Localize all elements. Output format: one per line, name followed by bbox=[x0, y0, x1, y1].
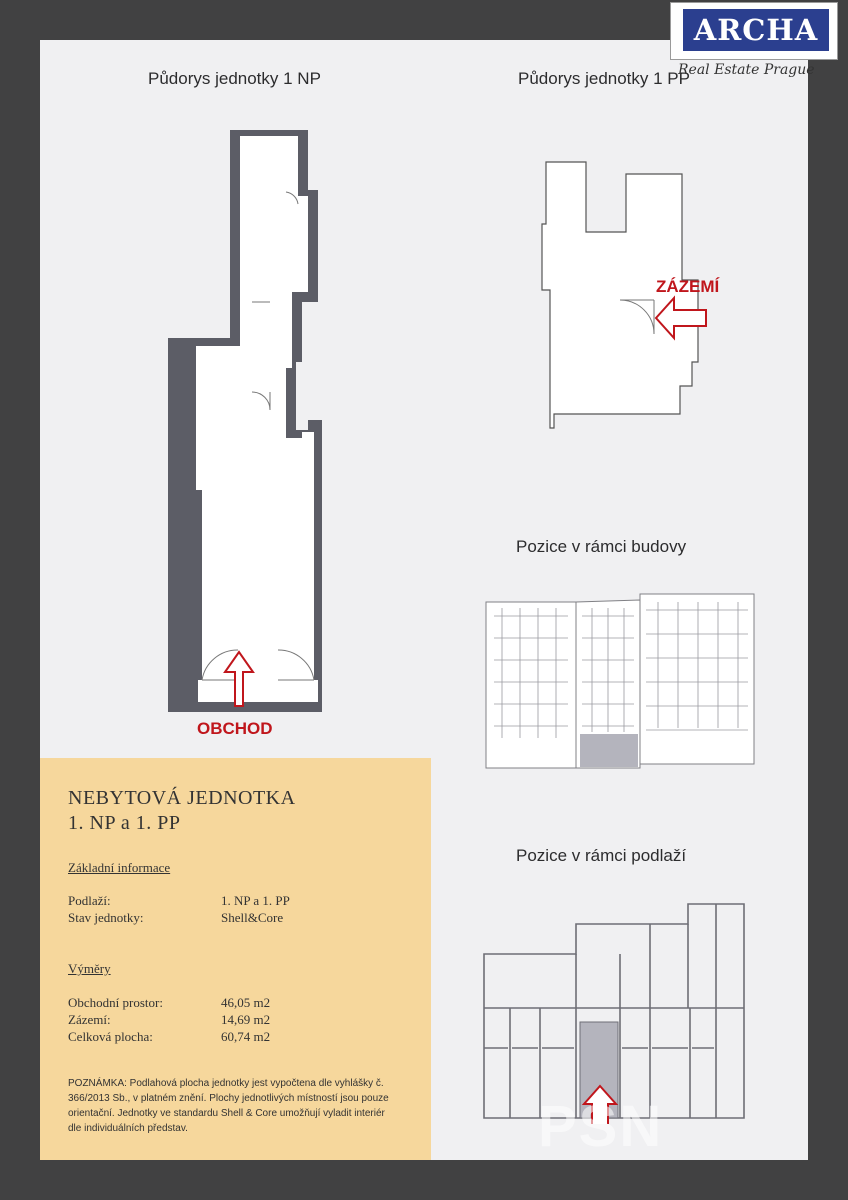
building-elevation bbox=[482, 588, 762, 774]
storage-label: ZÁZEMÍ bbox=[656, 277, 720, 296]
area-value-total: 60,74 m2 bbox=[221, 1029, 271, 1044]
logo-wordmark: ARCHA bbox=[693, 13, 819, 47]
building-position-title: Pozice v rámci budovy bbox=[516, 537, 687, 556]
basic-value-floor: 1. NP a 1. PP bbox=[221, 893, 290, 908]
ground-floor-interior bbox=[196, 136, 314, 680]
areas-title: Výměry bbox=[68, 961, 111, 976]
area-value-storage: 14,69 m2 bbox=[221, 1012, 271, 1027]
area-label-total: Celková plocha: bbox=[68, 1029, 153, 1044]
area-label-storage: Zázemí: bbox=[68, 1012, 111, 1027]
floor-plan-overview bbox=[480, 898, 750, 1124]
logo-tagline: Real Estate Prague bbox=[678, 62, 815, 78]
brochure-sheet bbox=[40, 40, 808, 1160]
basement-plan-title: Půdorys jednotky 1 PP bbox=[518, 69, 690, 88]
basic-label-floor: Podlaží: bbox=[68, 893, 111, 908]
unit-note: POZNÁMKA: Podlahová plocha jednotky jest vypočtena dle vyhlášky č. 366/2013 Sb., v platném znění. Plochy jednotlivých místností jsou pouze orientační. Jednotky ve standardu Shell & Core umožňují vyladit interiér dle individuálních představ. bbox=[68, 1078, 389, 1134]
unit-info-panel bbox=[40, 758, 431, 1160]
area-value-shop: 46,05 m2 bbox=[221, 995, 271, 1010]
basic-info-title: Základní informace bbox=[68, 860, 171, 875]
shop-entrance-glazing bbox=[198, 680, 318, 702]
building-unit-highlight bbox=[580, 734, 638, 767]
shop-label: OBCHOD bbox=[197, 719, 273, 738]
floor-position-title: Pozice v rámci podlaží bbox=[516, 846, 687, 865]
logo-frame bbox=[670, 2, 838, 60]
ground-floor-plan-title: Půdorys jednotky 1 NP bbox=[148, 69, 321, 88]
archa-logo bbox=[668, 0, 848, 92]
unit-heading-line2: 1. NP a 1. PP bbox=[68, 812, 181, 834]
unit-heading-line1: NEBYTOVÁ JEDNOTKA bbox=[68, 787, 296, 809]
basic-value-state: Shell&Core bbox=[221, 910, 284, 925]
area-label-shop: Obchodní prostor: bbox=[68, 995, 163, 1010]
basic-label-state: Stav jednotky: bbox=[68, 910, 144, 925]
watermark: PSN bbox=[538, 1094, 664, 1159]
